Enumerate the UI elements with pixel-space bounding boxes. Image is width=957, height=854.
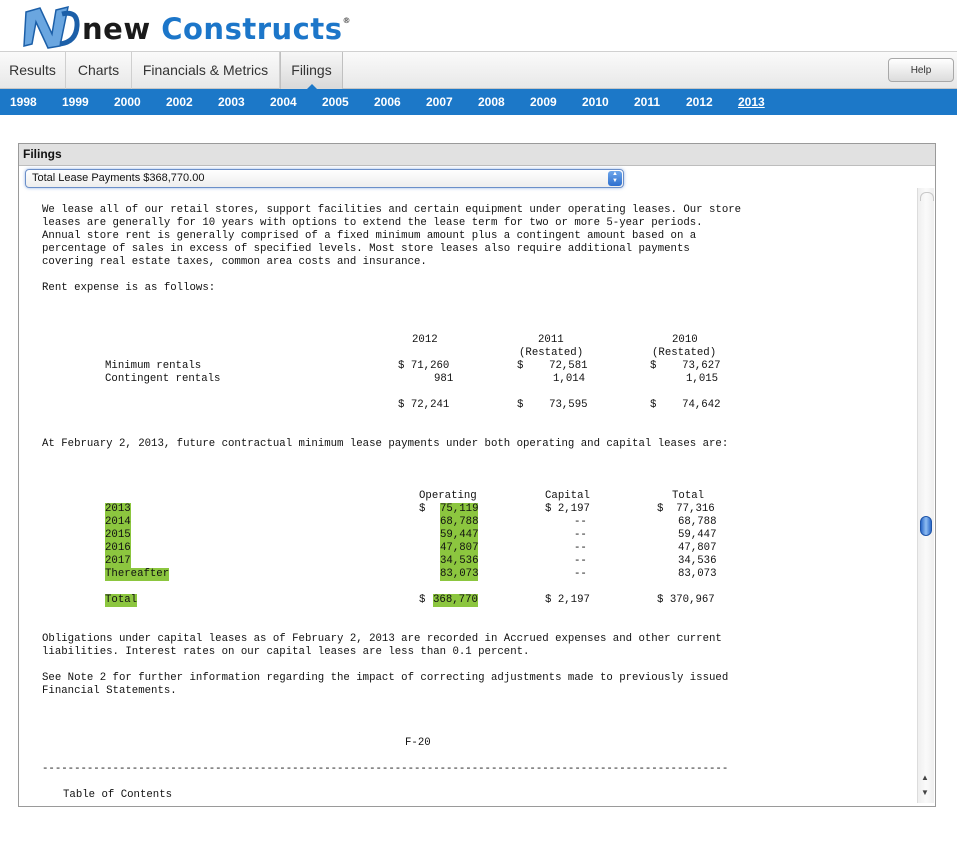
tab-charts[interactable]: Charts [66, 52, 132, 89]
year-link-2012[interactable]: 2012 [686, 95, 713, 109]
lease-col-operating: Operating [419, 490, 477, 502]
year-link-2010[interactable]: 2010 [582, 95, 609, 109]
year-link-2000[interactable]: 2000 [114, 95, 141, 109]
see-note-line: Financial Statements. [42, 685, 177, 697]
document-scrollbar[interactable] [917, 188, 934, 803]
year-link-2005[interactable]: 2005 [322, 95, 349, 109]
rent-col-2012: 2012 [412, 334, 438, 346]
filing-document-text [42, 204, 832, 804]
scroll-up-arrow-icon[interactable]: ▲ [921, 773, 929, 782]
tab-results[interactable]: Results [0, 52, 66, 89]
panel-header [19, 144, 935, 166]
lease-capital-total: $ 2,197 [545, 594, 590, 606]
lease-capital-cell: -- [574, 568, 587, 580]
rent-col-2011: 2011 [538, 334, 564, 346]
lease-col-total: Total [672, 490, 705, 502]
lease-total-label: Total [105, 594, 138, 606]
filings-panel [18, 143, 936, 807]
year-link-2013[interactable]: 2013 [738, 95, 765, 109]
obligations-line: liabilities. Interest rates on our capital leases are less than 0.1 percent. [42, 646, 530, 658]
lease-row-label: 2017 [105, 555, 131, 567]
rent-total-cell: $ 74,642 [650, 399, 721, 411]
lease-total-cell: 59,447 [678, 529, 717, 541]
lease-currency-symbol: $ [419, 503, 426, 515]
lease-operating-cell: 75,119 [440, 503, 479, 515]
filing-section-select[interactable] [25, 169, 624, 188]
lease-capital-cell: -- [574, 542, 587, 554]
lease-total-cell: 68,788 [678, 516, 717, 528]
intro-line: percentage of sales in excess of specified levels. Most store leases also require additional payments [42, 243, 690, 255]
table-of-contents-link[interactable]: Table of Contents [63, 789, 173, 801]
lease-operating-cell: 34,536 [440, 555, 479, 567]
rent-cell: 981 [434, 373, 454, 385]
rent-subheader: (Restated) [519, 347, 584, 359]
year-link-2003[interactable]: 2003 [218, 95, 245, 109]
lease-operating-total: 368,770 [433, 594, 478, 606]
rent-cell: $ 71,260 [398, 360, 450, 372]
lease-capital-cell: -- [574, 529, 587, 541]
year-link-2009[interactable]: 2009 [530, 95, 557, 109]
year-link-2011[interactable]: 2011 [634, 95, 661, 109]
tab-filings[interactable]: Filings [280, 52, 343, 89]
lease-row-label: 2015 [105, 529, 131, 541]
year-link-2004[interactable]: 2004 [270, 95, 297, 109]
intro-line: covering real estate taxes, common area costs and insurance. [42, 256, 427, 268]
nc-logo-mark-icon [22, 4, 80, 50]
lease-capital-cell: -- [574, 516, 587, 528]
lease-total-cell: $ 77,316 [657, 503, 715, 515]
page-divider: ----------------------------------------------------------------------------------------------------------- [42, 763, 729, 775]
page-number: F-20 [405, 737, 431, 749]
lease-operating-cell: 68,788 [440, 516, 479, 528]
lease-capital-cell: $ 2,197 [545, 503, 590, 515]
rent-cell: $ 72,581 [517, 360, 588, 372]
year-link-1999[interactable]: 1999 [62, 95, 89, 109]
scrollbar-thumb[interactable] [920, 516, 932, 536]
year-nav-bar [0, 89, 957, 115]
lease-operating-cell: 47,807 [440, 542, 479, 554]
lease-operating-cell: 59,447 [440, 529, 479, 541]
year-link-2007[interactable]: 2007 [426, 95, 453, 109]
lease-row-label: Thereafter [105, 568, 170, 580]
logo-wordmark: new Constructs® [82, 12, 351, 46]
intro-line: leases are generally for 10 years with options to extend the lease term for two or more 5-year periods. [42, 217, 703, 229]
rent-cell: 1,015 [686, 373, 719, 385]
obligations-line: Obligations under capital leases as of February 2, 2013 are recorded in Accrued expenses and other current [42, 633, 722, 645]
year-link-2006[interactable]: 2006 [374, 95, 401, 109]
lease-col-capital: Capital [545, 490, 590, 502]
rent-total-cell: $ 72,241 [398, 399, 450, 411]
panel-title: Filings [23, 147, 62, 161]
lease-row-label: 2014 [105, 516, 131, 528]
intro-line: We lease all of our retail stores, support facilities and certain equipment under operating leases. Our store [42, 204, 742, 216]
year-link-1998[interactable]: 1998 [10, 95, 37, 109]
scrollbar-top-cap [920, 192, 934, 201]
rent-heading: Rent expense is as follows: [42, 282, 216, 294]
year-link-2008[interactable]: 2008 [478, 95, 505, 109]
new-constructs-logo[interactable] [22, 4, 351, 50]
see-note-line: See Note 2 for further information regarding the impact of correcting adjustments made to previously issued [42, 672, 729, 684]
year-link-2002[interactable]: 2002 [166, 95, 193, 109]
rent-row-label: Contingent rentals [105, 373, 221, 385]
lease-total-cell: 47,807 [678, 542, 717, 554]
rent-total-cell: $ 73,595 [517, 399, 588, 411]
rent-cell: $ 73,627 [650, 360, 721, 372]
lease-grand-total: $ 370,967 [657, 594, 715, 606]
filing-select-value: Total Lease Payments $368,770.00 [32, 172, 205, 184]
lease-total-cell: 34,536 [678, 555, 717, 567]
lease-row-label: 2013 [105, 503, 131, 515]
lease-total-cell: 83,073 [678, 568, 717, 580]
lease-operating-cell: 83,073 [440, 568, 479, 580]
help-button[interactable]: Help [888, 58, 954, 82]
scroll-down-arrow-icon[interactable]: ▼ [921, 788, 929, 797]
rent-subheader: (Restated) [652, 347, 717, 359]
lease-capital-cell: -- [574, 555, 587, 567]
select-updown-icon: ▲ ▼ [608, 171, 622, 186]
main-tab-bar [0, 51, 957, 89]
rent-cell: 1,014 [553, 373, 586, 385]
rent-col-2010: 2010 [672, 334, 698, 346]
tab-financials-metrics[interactable]: Financials & Metrics [132, 52, 280, 89]
future-lease-heading: At February 2, 2013, future contractual minimum lease payments under both operating and capital leases are: [42, 438, 729, 450]
rent-row-label: Minimum rentals [105, 360, 202, 372]
lease-currency-symbol: $ [419, 594, 426, 606]
lease-row-label: 2016 [105, 542, 131, 554]
intro-line: Annual store rent is generally comprised of a fixed minimum amount plus a contingent amount based on a [42, 230, 697, 242]
